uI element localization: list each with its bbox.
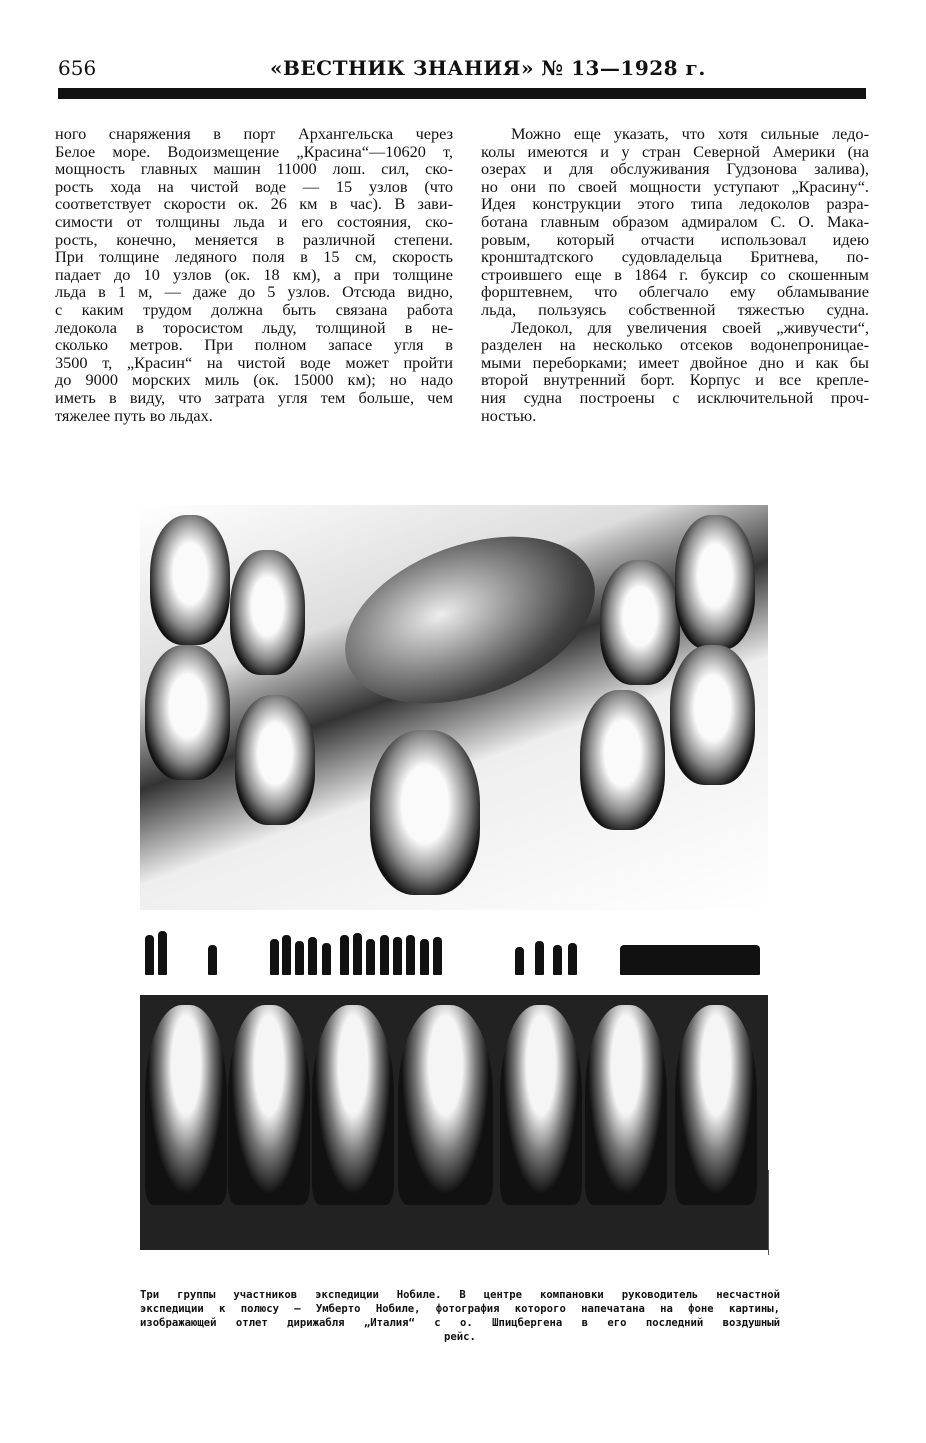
text-line: но они по своей мощности уступают „Красину“.	[481, 176, 869, 196]
portrait	[235, 695, 315, 825]
text-line: строившего еще в 1864 г. буксир со скошенным	[481, 264, 869, 284]
text-line: тяжелее путь во льдах.	[55, 405, 213, 425]
text-line: кронштадтского судовладельца Бритнева, по-	[481, 247, 869, 267]
text-line: ностью.	[481, 405, 537, 425]
text-line: симости от толщины льда и его состояния, ско-	[55, 211, 453, 231]
text-line: ного снаряжения в порт Архангельска через	[55, 124, 453, 143]
expedition-photo-collage	[140, 505, 768, 1250]
portrait	[670, 645, 755, 785]
text-line: колы имеются и у стран Северной Америки (на	[481, 141, 869, 161]
text-line: мощность главных машин 11000 лош. сил, ско-	[55, 159, 453, 179]
text-line: рость, конечно, меняется в различной степени.	[55, 229, 453, 249]
portrait	[228, 1005, 310, 1205]
text-line: падает до 10 узлов (ок. 18 км), а при толщине	[55, 264, 453, 284]
portrait	[312, 1005, 394, 1205]
text-line: Можно еще указать, что хотя сильные ледо-	[511, 124, 869, 143]
text-line: ледокола в торосистом льду, толщиной в не-	[55, 317, 453, 337]
text-line: Идея конструкции этого типа ледоколов разра-	[481, 194, 869, 214]
text-line: Ледокол, для увеличения своей „живучести“,	[511, 317, 869, 337]
text-line: При толщине ледяного поля в 15 см, скорость	[55, 247, 453, 267]
text-line: сколько метров. При полном запасе угля в	[55, 335, 453, 355]
text-line: второй внутренний борт. Корпус и все крепле-	[481, 370, 869, 390]
silhouettes-on-ice	[140, 925, 768, 975]
text-line: ботана главным образом адмиралом С. О. Мака-	[481, 211, 869, 231]
portrait	[585, 1005, 667, 1205]
bottom-portrait-row	[140, 995, 768, 1250]
photo-caption	[140, 1288, 780, 1344]
text-line: мыми переборками; имеет двойное дно и как бы	[481, 352, 869, 372]
portrait	[600, 560, 680, 685]
right-column	[481, 125, 869, 424]
left-column	[55, 125, 453, 424]
text-line: иметь в виду, что затрата угля тем больше, чем	[55, 387, 453, 407]
photo-edge-mark	[768, 1170, 769, 1255]
portrait-nobile	[370, 730, 480, 895]
journal-title: «ВЕСТНИК ЗНАНИЯ» № 13—1928 г.	[270, 56, 706, 80]
text-line: ния судна построены с исключительной проч-	[481, 387, 869, 407]
portrait	[675, 1005, 757, 1205]
text-line: Белое море. Водоизмещение „Красина“—10620 т,	[55, 141, 453, 161]
text-line: льда, пользуясь собственной тяжестью судна.	[481, 299, 869, 319]
portrait	[150, 515, 230, 645]
text-line: с каким трудом должна быть связана работа	[55, 299, 453, 319]
text-line: форштевнем, что облегчало ему обламывание	[481, 282, 869, 302]
caption-line: рейс.	[444, 1331, 476, 1343]
portrait	[230, 550, 305, 675]
text-line: до 9000 морских миль (ок. 15000 км); но надо	[55, 370, 453, 390]
portrait	[500, 1005, 582, 1205]
text-line: разделен на несколько отсеков водонепроницае-	[481, 335, 869, 355]
text-line: соответствует скорости ок. 26 км в час). В зави-	[55, 194, 453, 214]
header-rule	[58, 88, 866, 99]
portrait	[675, 515, 755, 650]
text-line: льда в 1 м, — даже до 5 узлов. Отсюда видно,	[55, 282, 453, 302]
text-line: 3500 т, „Красин“ на чистой воде может пройти	[55, 352, 453, 372]
text-line: озерах и для обслуживания Гудзонова залива),	[481, 159, 869, 179]
caption-line: экспедиции к полюсу — Умберто Нобиле, фотография которого напечатана на фоне картины,	[140, 1303, 780, 1315]
portrait	[145, 645, 230, 780]
page-number: 656	[58, 56, 97, 80]
portrait	[580, 690, 665, 830]
portrait	[398, 1005, 493, 1205]
portrait	[145, 1005, 227, 1205]
caption-line: Три группы участников экспедиции Нобиле. В центре компановки руководитель несчастной	[140, 1289, 780, 1301]
text-line: рость хода на чистой воде — 15 узлов (что	[55, 176, 453, 196]
text-line: ровым, который отчасти использовал идею	[481, 229, 869, 249]
caption-line: изображающей отлет дирижабля „Италия“ с о. Шпицбергена в его последний воздушный	[140, 1317, 780, 1329]
